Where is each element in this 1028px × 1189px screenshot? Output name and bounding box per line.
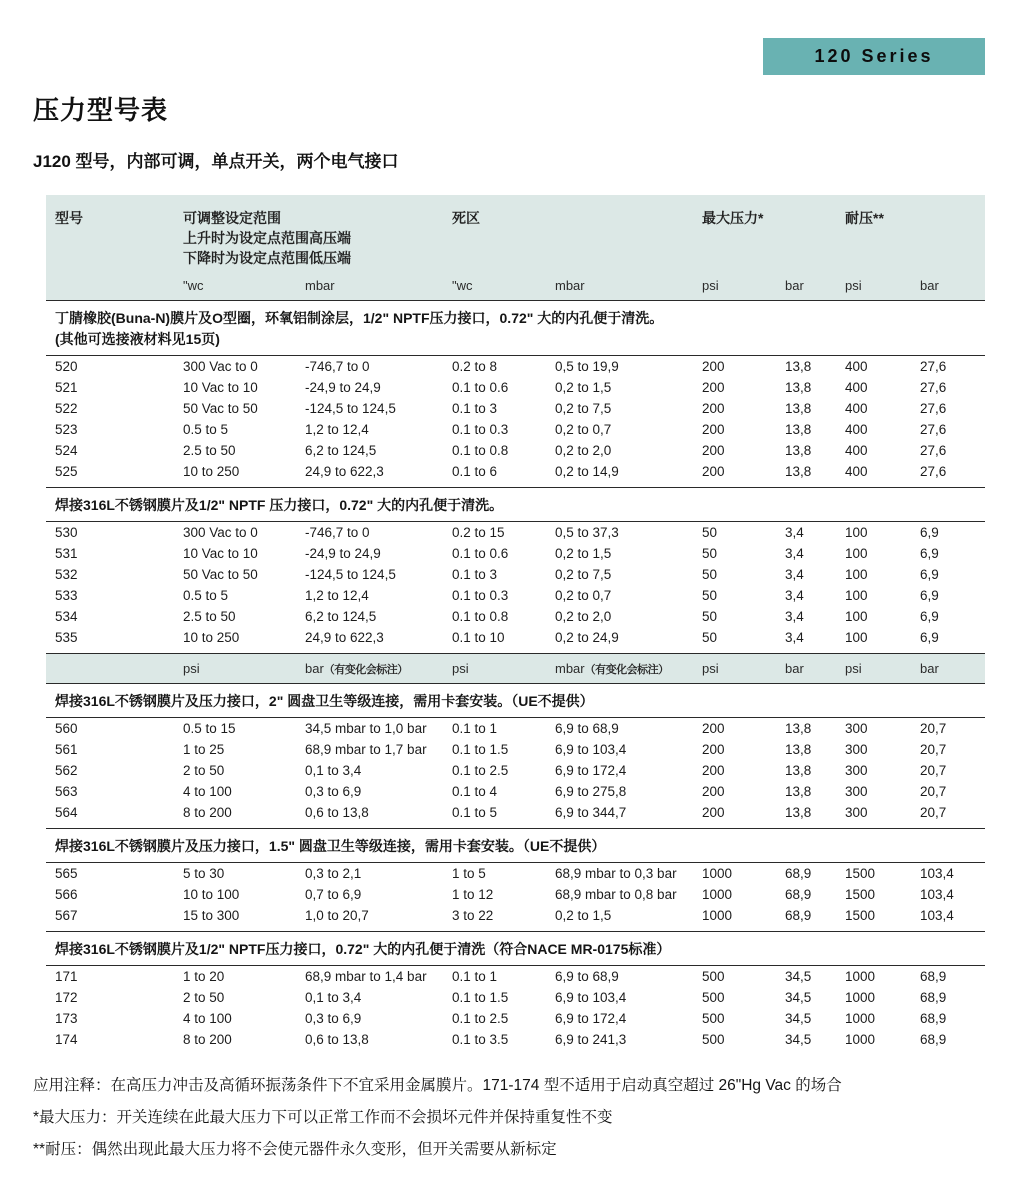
value-cell: 0.1 to 1.5: [452, 990, 509, 1005]
value-cell: 0.1 to 0.8: [452, 443, 509, 458]
value-cell: 13,8: [785, 422, 812, 437]
value-cell: 1000: [702, 866, 733, 881]
value-cell: 200: [702, 380, 725, 395]
value-cell: 8 to 200: [183, 1032, 232, 1047]
value-cell: 24,9 to 622,3: [305, 630, 384, 645]
value-cell: 0.1 to 0.6: [452, 546, 509, 561]
value-cell: 50: [702, 609, 718, 624]
unit-label: psi: [845, 270, 920, 301]
unit-label: mbar: [305, 270, 452, 301]
value-cell: 200: [702, 805, 725, 820]
value-cell: 0,5 to 19,9: [555, 359, 619, 374]
value-cell: 68,9 mbar to 1,7 bar: [305, 742, 427, 757]
value-cell: 34,5: [785, 990, 812, 1005]
value-cell: 34,5: [785, 969, 812, 984]
value-cell: 0.1 to 5: [452, 805, 498, 820]
value-cell: 50 Vac to 50: [183, 567, 258, 582]
value-cell: 4 to 100: [183, 1011, 232, 1026]
value-cell: 0,3 to 6,9: [305, 784, 362, 799]
value-cell: 10 Vac to 10: [183, 546, 258, 561]
value-cell: 300 Vac to 0: [183, 359, 258, 374]
value-cell: -746,7 to 0: [305, 359, 370, 374]
value-cell: 0.1 to 6: [452, 464, 498, 479]
value-cell: 68,9 mbar to 1,4 bar: [305, 969, 427, 984]
value-cell: 0,1 to 3,4: [305, 990, 362, 1005]
value-cell: 0.1 to 2.5: [452, 1011, 509, 1026]
model-row-564: [46, 802, 985, 829]
value-cell: 200: [702, 721, 725, 736]
value-cell: 0,2 to 7,5: [555, 401, 612, 416]
series-banner: [763, 38, 985, 75]
value-cell: 0.1 to 3: [452, 567, 498, 582]
footnote-line: **耐压：偶然出现此最大压力将不会使元器件永久变形，但开关需要从新标定: [33, 1141, 557, 1158]
col-header-adjustable-range: [183, 195, 452, 270]
value-cell: 200: [702, 742, 725, 757]
value-cell: 0,6 to 13,8: [305, 805, 369, 820]
value-cell: 27,6: [920, 422, 947, 437]
model-number: 566: [55, 887, 78, 902]
range-title: 可调整设定范围: [183, 210, 281, 226]
value-cell: 13,8: [785, 359, 812, 374]
value-cell: 20,7: [920, 763, 947, 778]
value-cell: 13,8: [785, 763, 812, 778]
model-row-531: [46, 543, 985, 564]
value-cell: 68,9: [785, 887, 812, 902]
pressure-model-table-wrap: [46, 195, 985, 1055]
value-cell: 6,9: [920, 588, 939, 603]
value-cell: 3,4: [785, 567, 804, 582]
value-cell: 0.5 to 15: [183, 721, 236, 736]
section-header-row: [46, 301, 985, 356]
value-cell: 300: [845, 721, 868, 736]
value-cell: 3 to 22: [452, 908, 494, 923]
value-cell: 500: [702, 1032, 725, 1047]
unit-label: bar（有变化会标注）: [305, 654, 452, 684]
value-cell: 6,9 to 68,9: [555, 721, 619, 736]
footnote-line: *最大压力：开关连续在此最大压力下可以正常工作而不会损坏元件并保持重复性不变: [33, 1109, 613, 1126]
value-cell: 34,5: [785, 1032, 812, 1047]
value-cell: 0.1 to 0.6: [452, 380, 509, 395]
value-cell: 100: [845, 609, 868, 624]
value-cell: 6,9 to 103,4: [555, 742, 627, 757]
value-cell: 6,9 to 241,3: [555, 1032, 627, 1047]
value-cell: 300: [845, 805, 868, 820]
value-cell: 68,9: [920, 990, 947, 1005]
value-cell: 68,9: [785, 866, 812, 881]
model-number: 562: [55, 763, 78, 778]
value-cell: 400: [845, 380, 868, 395]
value-cell: 0.1 to 3: [452, 401, 498, 416]
unit-label: bar: [785, 654, 845, 684]
value-cell: 0,3 to 2,1: [305, 866, 362, 881]
value-cell: 200: [702, 464, 725, 479]
value-cell: 0,2 to 1,5: [555, 908, 612, 923]
units-cell-empty: [46, 654, 183, 684]
value-cell: 6,9 to 172,4: [555, 763, 627, 778]
value-cell: 68,9: [920, 1011, 947, 1026]
unit-label: "wc: [183, 270, 305, 301]
value-cell: 3,4: [785, 546, 804, 561]
value-cell: 0,1 to 3,4: [305, 763, 362, 778]
value-cell: 0.1 to 1.5: [452, 742, 509, 757]
value-cell: 13,8: [785, 443, 812, 458]
table-header: [46, 195, 985, 301]
model-number: 560: [55, 721, 78, 736]
model-number: 174: [55, 1032, 78, 1047]
value-cell: 27,6: [920, 380, 947, 395]
value-cell: 6,9: [920, 525, 939, 540]
value-cell: 1,2 to 12,4: [305, 588, 369, 603]
value-cell: 200: [702, 443, 725, 458]
model-row-535: [46, 627, 985, 654]
value-cell: 27,6: [920, 464, 947, 479]
value-cell: 0,2 to 1,5: [555, 546, 612, 561]
model-number: 522: [55, 401, 78, 416]
value-cell: -124,5 to 124,5: [305, 567, 396, 582]
value-cell: 1 to 25: [183, 742, 225, 757]
value-cell: 1000: [845, 990, 876, 1005]
value-cell: 400: [845, 443, 868, 458]
value-cell: 300: [845, 784, 868, 799]
value-cell: 34,5: [785, 1011, 812, 1026]
value-cell: 0,5 to 37,3: [555, 525, 619, 540]
model-row-533: [46, 585, 985, 606]
model-row-534: [46, 606, 985, 627]
value-cell: 1000: [702, 908, 733, 923]
model-number: 523: [55, 422, 78, 437]
col-header-max-pressure: 最大压力*: [702, 195, 845, 270]
value-cell: 400: [845, 422, 868, 437]
model-number: 525: [55, 464, 78, 479]
value-cell: 100: [845, 588, 868, 603]
value-cell: 3,4: [785, 609, 804, 624]
section-description: 焊接316L不锈钢膜片及压力接口，2" 圆盘卫生等级连接，需用卡套安装。（UE不提供）: [46, 684, 985, 718]
value-cell: 50: [702, 546, 718, 561]
footnote-line: 应用注释：在高压力冲击及高循环振荡条件下不宜采用金属膜片。171-174 型不适用于启动真空超过 26"Hg Vac 的场合: [33, 1077, 842, 1094]
value-cell: 34,5 mbar to 1,0 bar: [305, 721, 427, 736]
value-cell: 0.1 to 2.5: [452, 763, 509, 778]
section-header-row: [46, 829, 985, 863]
value-cell: 200: [702, 784, 725, 799]
value-cell: 50 Vac to 50: [183, 401, 258, 416]
unit-label: bar: [920, 270, 985, 301]
value-cell: 27,6: [920, 443, 947, 458]
value-cell: 0.1 to 3.5: [452, 1032, 509, 1047]
value-cell: 0.5 to 5: [183, 588, 229, 603]
value-cell: 1500: [845, 866, 876, 881]
unit-label: bar: [785, 270, 845, 301]
value-cell: 0,6 to 13,8: [305, 1032, 369, 1047]
value-cell: 0,2 to 14,9: [555, 464, 619, 479]
model-number: 173: [55, 1011, 78, 1026]
value-cell: 300 Vac to 0: [183, 525, 258, 540]
value-cell: 0,2 to 2,0: [555, 443, 612, 458]
value-cell: 400: [845, 359, 868, 374]
value-cell: 200: [702, 359, 725, 374]
value-cell: 68,9: [920, 1032, 947, 1047]
model-row-174: [46, 1029, 985, 1055]
value-cell: 13,8: [785, 721, 812, 736]
unit-label: psi: [702, 654, 785, 684]
model-row-524: [46, 440, 985, 461]
model-number: 533: [55, 588, 78, 603]
value-cell: 1,2 to 12,4: [305, 422, 369, 437]
value-cell: 6,9 to 68,9: [555, 969, 619, 984]
value-cell: 8 to 200: [183, 805, 232, 820]
value-cell: 10 Vac to 10: [183, 380, 258, 395]
section-description: 焊接316L不锈钢膜片及1/2" NPTF压力接口，0.72" 大的内孔便于清洗（符合NACE MR-0175标准）: [46, 932, 985, 966]
model-row-522: [46, 398, 985, 419]
value-cell: 1 to 12: [452, 887, 494, 902]
units-row-1: [46, 270, 985, 301]
model-row-525: [46, 461, 985, 488]
value-cell: 10 to 250: [183, 630, 240, 645]
value-cell: -24,9 to 24,9: [305, 546, 381, 561]
model-number: 524: [55, 443, 78, 458]
model-number: 521: [55, 380, 78, 395]
value-cell: 1,0 to 20,7: [305, 908, 369, 923]
section-description: 丁腈橡胶(Buna-N)膜片及O型圈，环氧铝制涂层，1/2" NPTF压力接口，0.72" 大的内孔便于清洗。 (其他可选接液材料见15页): [46, 301, 985, 356]
value-cell: 20,7: [920, 742, 947, 757]
column-header-row: [46, 195, 985, 270]
value-cell: 100: [845, 525, 868, 540]
value-cell: 1000: [845, 1011, 876, 1026]
value-cell: 50: [702, 567, 718, 582]
value-cell: 1500: [845, 908, 876, 923]
unit-label: bar: [920, 654, 985, 684]
value-cell: 0.1 to 4: [452, 784, 498, 799]
value-cell: 1 to 20: [183, 969, 225, 984]
unit-label: psi: [702, 270, 785, 301]
value-cell: 13,8: [785, 805, 812, 820]
footnotes: [33, 1070, 963, 1166]
value-cell: 24,9 to 622,3: [305, 464, 384, 479]
value-cell: 3,4: [785, 525, 804, 540]
value-cell: 0,2 to 0,7: [555, 588, 612, 603]
value-cell: 27,6: [920, 401, 947, 416]
value-cell: 200: [702, 401, 725, 416]
value-cell: 1 to 5: [452, 866, 486, 881]
value-cell: 6,9 to 275,8: [555, 784, 627, 799]
section-header-row: [46, 932, 985, 966]
unit-label: mbar: [555, 270, 702, 301]
value-cell: 1000: [845, 1032, 876, 1047]
value-cell: 3,4: [785, 630, 804, 645]
page-title: 压力型号表: [33, 95, 169, 125]
section-header-row: [46, 488, 985, 522]
model-row-172: [46, 987, 985, 1008]
value-cell: 0,2 to 0,7: [555, 422, 612, 437]
value-cell: 0.5 to 5: [183, 422, 229, 437]
model-row-560: [46, 718, 985, 740]
value-cell: 68,9 mbar to 0,3 bar: [555, 866, 677, 881]
col-header-deadband: 死区: [452, 195, 702, 270]
value-cell: 20,7: [920, 805, 947, 820]
value-cell: 300: [845, 742, 868, 757]
value-cell: 0,2 to 1,5: [555, 380, 612, 395]
value-cell: 0,2 to 7,5: [555, 567, 612, 582]
value-cell: 1000: [845, 969, 876, 984]
model-row-520: [46, 356, 985, 378]
value-cell: 13,8: [785, 784, 812, 799]
pressure-model-table: [46, 195, 985, 1055]
value-cell: 2 to 50: [183, 990, 225, 1005]
value-cell: -746,7 to 0: [305, 525, 370, 540]
section-description: 焊接316L不锈钢膜片及压力接口，1.5" 圆盘卫生等级连接，需用卡套安装。（UE不提供）: [46, 829, 985, 863]
model-row-567: [46, 905, 985, 932]
model-number: 563: [55, 784, 78, 799]
value-cell: 0.1 to 1: [452, 969, 498, 984]
model-row-563: [46, 781, 985, 802]
value-cell: 500: [702, 990, 725, 1005]
model-row-171: [46, 966, 985, 988]
value-cell: 10 to 250: [183, 464, 240, 479]
model-number: 567: [55, 908, 78, 923]
value-cell: 103,4: [920, 887, 954, 902]
col-header-proof-pressure: 耐压**: [845, 195, 985, 270]
model-number: 534: [55, 609, 78, 624]
value-cell: 20,7: [920, 784, 947, 799]
model-number: 171: [55, 969, 78, 984]
value-cell: -24,9 to 24,9: [305, 380, 381, 395]
value-cell: 6,9 to 344,7: [555, 805, 627, 820]
value-cell: 100: [845, 567, 868, 582]
value-cell: 6,2 to 124,5: [305, 609, 377, 624]
value-cell: 50: [702, 588, 718, 603]
model-number: 531: [55, 546, 78, 561]
value-cell: 2.5 to 50: [183, 443, 236, 458]
value-cell: 0,7 to 6,9: [305, 887, 362, 902]
value-cell: 0.1 to 0.3: [452, 588, 509, 603]
value-cell: 0,3 to 6,9: [305, 1011, 362, 1026]
model-number: 564: [55, 805, 78, 820]
value-cell: 6,9: [920, 630, 939, 645]
value-cell: 13,8: [785, 380, 812, 395]
section-description: 焊接316L不锈钢膜片及1/2" NPTF 压力接口，0.72" 大的内孔便于清洗。: [46, 488, 985, 522]
value-cell: 500: [702, 1011, 725, 1026]
value-cell: 200: [702, 763, 725, 778]
value-cell: 400: [845, 464, 868, 479]
value-cell: 4 to 100: [183, 784, 232, 799]
model-number: 520: [55, 359, 78, 374]
value-cell: 0.1 to 1: [452, 721, 498, 736]
value-cell: 2 to 50: [183, 763, 225, 778]
model-row-523: [46, 419, 985, 440]
model-row-561: [46, 739, 985, 760]
value-cell: 103,4: [920, 908, 954, 923]
page-subtitle: J120 型号，内部可调，单点开关，两个电气接口: [33, 152, 399, 171]
value-cell: 6,9: [920, 546, 939, 561]
value-cell: 6,9 to 172,4: [555, 1011, 627, 1026]
value-cell: 6,9 to 103,4: [555, 990, 627, 1005]
value-cell: 200: [702, 422, 725, 437]
value-cell: 10 to 100: [183, 887, 240, 902]
value-cell: 400: [845, 401, 868, 416]
model-number: 172: [55, 990, 78, 1005]
units-row-2: [46, 654, 985, 684]
model-number: 561: [55, 742, 78, 757]
value-cell: 20,7: [920, 721, 947, 736]
model-row-562: [46, 760, 985, 781]
value-cell: 15 to 300: [183, 908, 240, 923]
value-cell: 13,8: [785, 464, 812, 479]
model-row-173: [46, 1008, 985, 1029]
model-number: 530: [55, 525, 78, 540]
value-cell: 100: [845, 630, 868, 645]
model-row-530: [46, 522, 985, 544]
unit-label: mbar（有变化会标注）: [555, 654, 702, 684]
unit-label: "wc: [452, 270, 555, 301]
value-cell: 50: [702, 525, 718, 540]
value-cell: 5 to 30: [183, 866, 225, 881]
value-cell: 68,9: [920, 969, 947, 984]
value-cell: 0,2 to 2,0: [555, 609, 612, 624]
value-cell: 500: [702, 969, 725, 984]
model-row-566: [46, 884, 985, 905]
range-note-falling: 下降时为设定点范围低压端: [183, 250, 351, 266]
range-note-rising: 上升时为设定点范围高压端: [183, 230, 351, 246]
unit-label: psi: [183, 654, 305, 684]
value-cell: 50: [702, 630, 718, 645]
value-cell: 0.1 to 10: [452, 630, 505, 645]
value-cell: 6,9: [920, 609, 939, 624]
value-cell: 3,4: [785, 588, 804, 603]
unit-label: psi: [845, 654, 920, 684]
value-cell: 0,2 to 24,9: [555, 630, 619, 645]
value-cell: 13,8: [785, 401, 812, 416]
model-number: 565: [55, 866, 78, 881]
value-cell: 68,9 mbar to 0,8 bar: [555, 887, 677, 902]
value-cell: -124,5 to 124,5: [305, 401, 396, 416]
unit-label: psi: [452, 654, 555, 684]
value-cell: 0.1 to 0.8: [452, 609, 509, 624]
model-row-521: [46, 377, 985, 398]
value-cell: 1500: [845, 887, 876, 902]
value-cell: 6,9: [920, 567, 939, 582]
model-number: 532: [55, 567, 78, 582]
value-cell: 0.2 to 8: [452, 359, 498, 374]
series-banner-label: 120 Series: [814, 46, 934, 66]
value-cell: 103,4: [920, 866, 954, 881]
value-cell: 68,9: [785, 908, 812, 923]
value-cell: 2.5 to 50: [183, 609, 236, 624]
col-header-model: 型号: [46, 195, 183, 270]
value-cell: 0.1 to 0.3: [452, 422, 509, 437]
section-header-row: [46, 684, 985, 718]
value-cell: 13,8: [785, 742, 812, 757]
model-row-565: [46, 863, 985, 885]
model-row-532: [46, 564, 985, 585]
table-body: [46, 301, 985, 1056]
value-cell: 6,2 to 124,5: [305, 443, 377, 458]
value-cell: 300: [845, 763, 868, 778]
value-cell: 100: [845, 546, 868, 561]
value-cell: 1000: [702, 887, 733, 902]
model-number: 535: [55, 630, 78, 645]
units-cell-empty: [46, 270, 183, 301]
value-cell: 0.2 to 15: [452, 525, 505, 540]
value-cell: 27,6: [920, 359, 947, 374]
